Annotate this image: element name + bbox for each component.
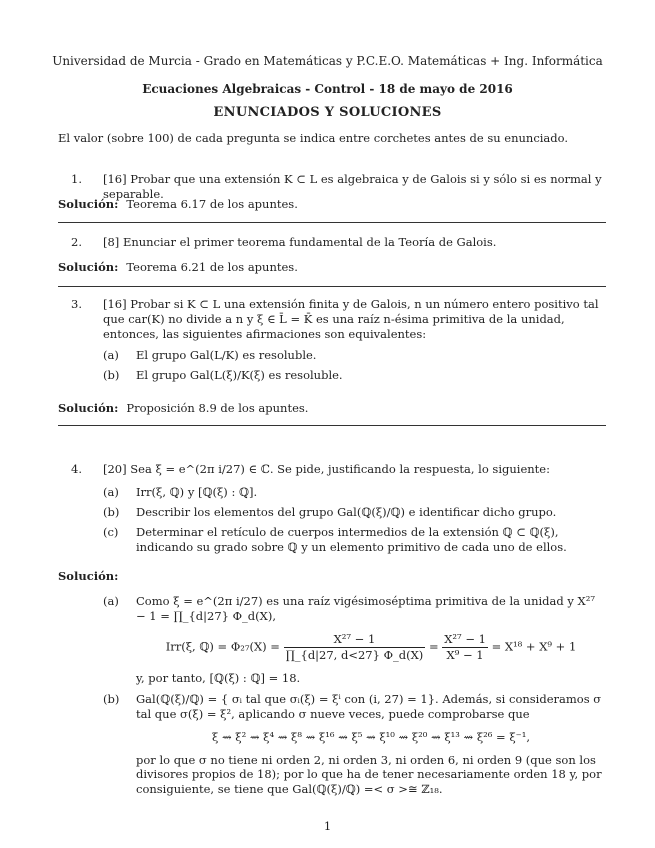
list-item: [103, 525, 606, 555]
solution-4-heading: [58, 569, 606, 584]
item-label: (b): [103, 504, 120, 519]
solution-4: [58, 594, 606, 797]
solution-a-text: Como ξ = e^(2π i/27) es una raíz vigésimoséptima primitiva de la unidad y X²⁷ − 1 = ∏_{d|27} Φ_d(X),: [136, 594, 595, 623]
item-text: Determinar el retículo de cuerpos intermedios de la extensión ℚ ⊂ ℚ(ξ), indicando su grado sobre ℚ y un elemento primitivo de cada uno de ellos.: [136, 524, 567, 554]
item-label: (a): [103, 347, 119, 362]
solution-b-conclusion: por lo que σ no tiene ni orden 2, ni orden 3, ni orden 6, ni orden 9 (que son los divisores propios de 18); por lo que ha de tener necesariamente orden 18 y, por consiguiente, se tiene que Gal(ℚ(ξ)/ℚ) =< σ >≅ ℤ₁₈.: [136, 752, 602, 797]
divider: [58, 286, 606, 287]
question-text: [8] Enunciar el primer teorema fundamental de la Teoría de Galois.: [103, 235, 497, 249]
page-number: 1: [323, 819, 332, 833]
item-label: (b): [103, 367, 120, 382]
list-item: [103, 485, 606, 500]
fraction-denominator: ∏_{d|27, d<27} Φ_d(X): [285, 647, 424, 662]
fraction-denominator: X⁹ − 1: [446, 647, 484, 662]
fraction-numerator: X²⁷ − 1: [284, 632, 426, 648]
fraction: [284, 632, 426, 663]
solution-label: Solución:: [58, 197, 119, 211]
solution-1: [58, 197, 606, 212]
question-number: 1.: [71, 172, 82, 186]
solution-label: Solución:: [58, 569, 119, 583]
item-text: El grupo Gal(L(ξ)/K(ξ) es resoluble.: [136, 367, 343, 382]
irr-formula: [136, 632, 606, 663]
formula-left: Irr(ξ, ℚ) = Φ₂₇(X) =: [165, 639, 280, 654]
intro-text: El valor (sobre 100) de cada pregunta se indica entre corchetes antes de su enunciado.: [58, 131, 569, 145]
solution-2: [58, 260, 606, 275]
orbit-chain: ξ ⇝ ξ² ⇝ ξ⁴ ⇝ ξ⁸ ⇝ ξ¹⁶ ⇝ ξ⁵ ⇝ ξ¹⁰ ⇝ ξ²⁰ ⇝ ξ¹³ ⇝ ξ²⁶ = ξ⁻¹,: [211, 729, 531, 744]
list-item: [103, 505, 606, 520]
solution-text: Teorema 6.21 de los apuntes.: [126, 260, 298, 274]
question-number: 4.: [71, 462, 82, 476]
item-label: (b): [103, 691, 120, 706]
solution-b-text: Gal(ℚ(ξ)/ℚ) = { σᵢ tal que σᵢ(ξ) = ξⁱ con (i, 27) = 1}. Además, si consideramos σ tal que σ(ξ) = ξ², aplicando σ nueve veces, puede comprobarse que: [136, 691, 602, 721]
item-label: (a): [103, 594, 119, 608]
solution-label: Solución:: [58, 260, 119, 274]
fraction: [442, 632, 488, 663]
item-text: Irr(ξ, ℚ) y [ℚ(ξ) : ℚ].: [136, 484, 258, 499]
question-text: [20] Sea ξ = e^(2π i/27) ∈ ℂ. Se pide, justificando la respuesta, lo siguiente:: [103, 462, 550, 476]
solution-item-a: [103, 594, 606, 686]
question-text: [16] Probar que una extensión K ⊂ L es algebraica y de Galois si y sólo si es normal y separable.: [103, 172, 602, 201]
formula-right: = X¹⁸ + X⁹ + 1: [491, 639, 577, 654]
list-item: [103, 368, 606, 383]
divider: [58, 425, 606, 426]
list-item: [103, 348, 606, 363]
solution-text: Proposición 8.9 de los apuntes.: [126, 401, 309, 415]
solution-item-b: [103, 692, 606, 798]
item-text: Describir los elementos del grupo Gal(ℚ(ξ)/ℚ) e identificar dicho grupo.: [136, 504, 557, 519]
section-title: ENUNCIADOS Y SOLUCIONES: [213, 105, 442, 120]
solution-a-conclusion: y, por tanto, [ℚ(ξ) : ℚ] = 18.: [136, 670, 301, 685]
question-3: [58, 297, 606, 383]
item-label: (c): [103, 524, 119, 539]
exam-title: Ecuaciones Algebraicas - Control - 18 de mayo de 2016: [142, 82, 513, 96]
question-number: 3.: [71, 297, 82, 311]
question-number: 2.: [71, 235, 82, 249]
question-4: [58, 462, 606, 555]
divider: [58, 222, 606, 223]
item-text: El grupo Gal(L/K) es resoluble.: [136, 347, 317, 362]
question-2: [58, 235, 606, 250]
solution-3: [58, 401, 606, 416]
equals-sign: =: [428, 639, 439, 654]
solution-text: Teorema 6.17 de los apuntes.: [126, 197, 298, 211]
fraction-numerator: X²⁷ − 1: [444, 631, 486, 646]
question-text: [16] Probar si K ⊂ L una extensión finita y de Galois, n un número entero positivo tal que car(K) no divide a n y ξ ∈ L̄ = K̄ es una raíz n-ésima primitiva de la unidad, entonces, las siguientes afirmaciones son equivalentes:: [103, 297, 599, 341]
solution-label: Solución:: [58, 401, 119, 415]
university-header: Universidad de Murcia - Grado en Matemáticas y P.C.E.O. Matemáticas + Ing. Informática: [52, 54, 603, 68]
item-label: (a): [103, 484, 119, 499]
